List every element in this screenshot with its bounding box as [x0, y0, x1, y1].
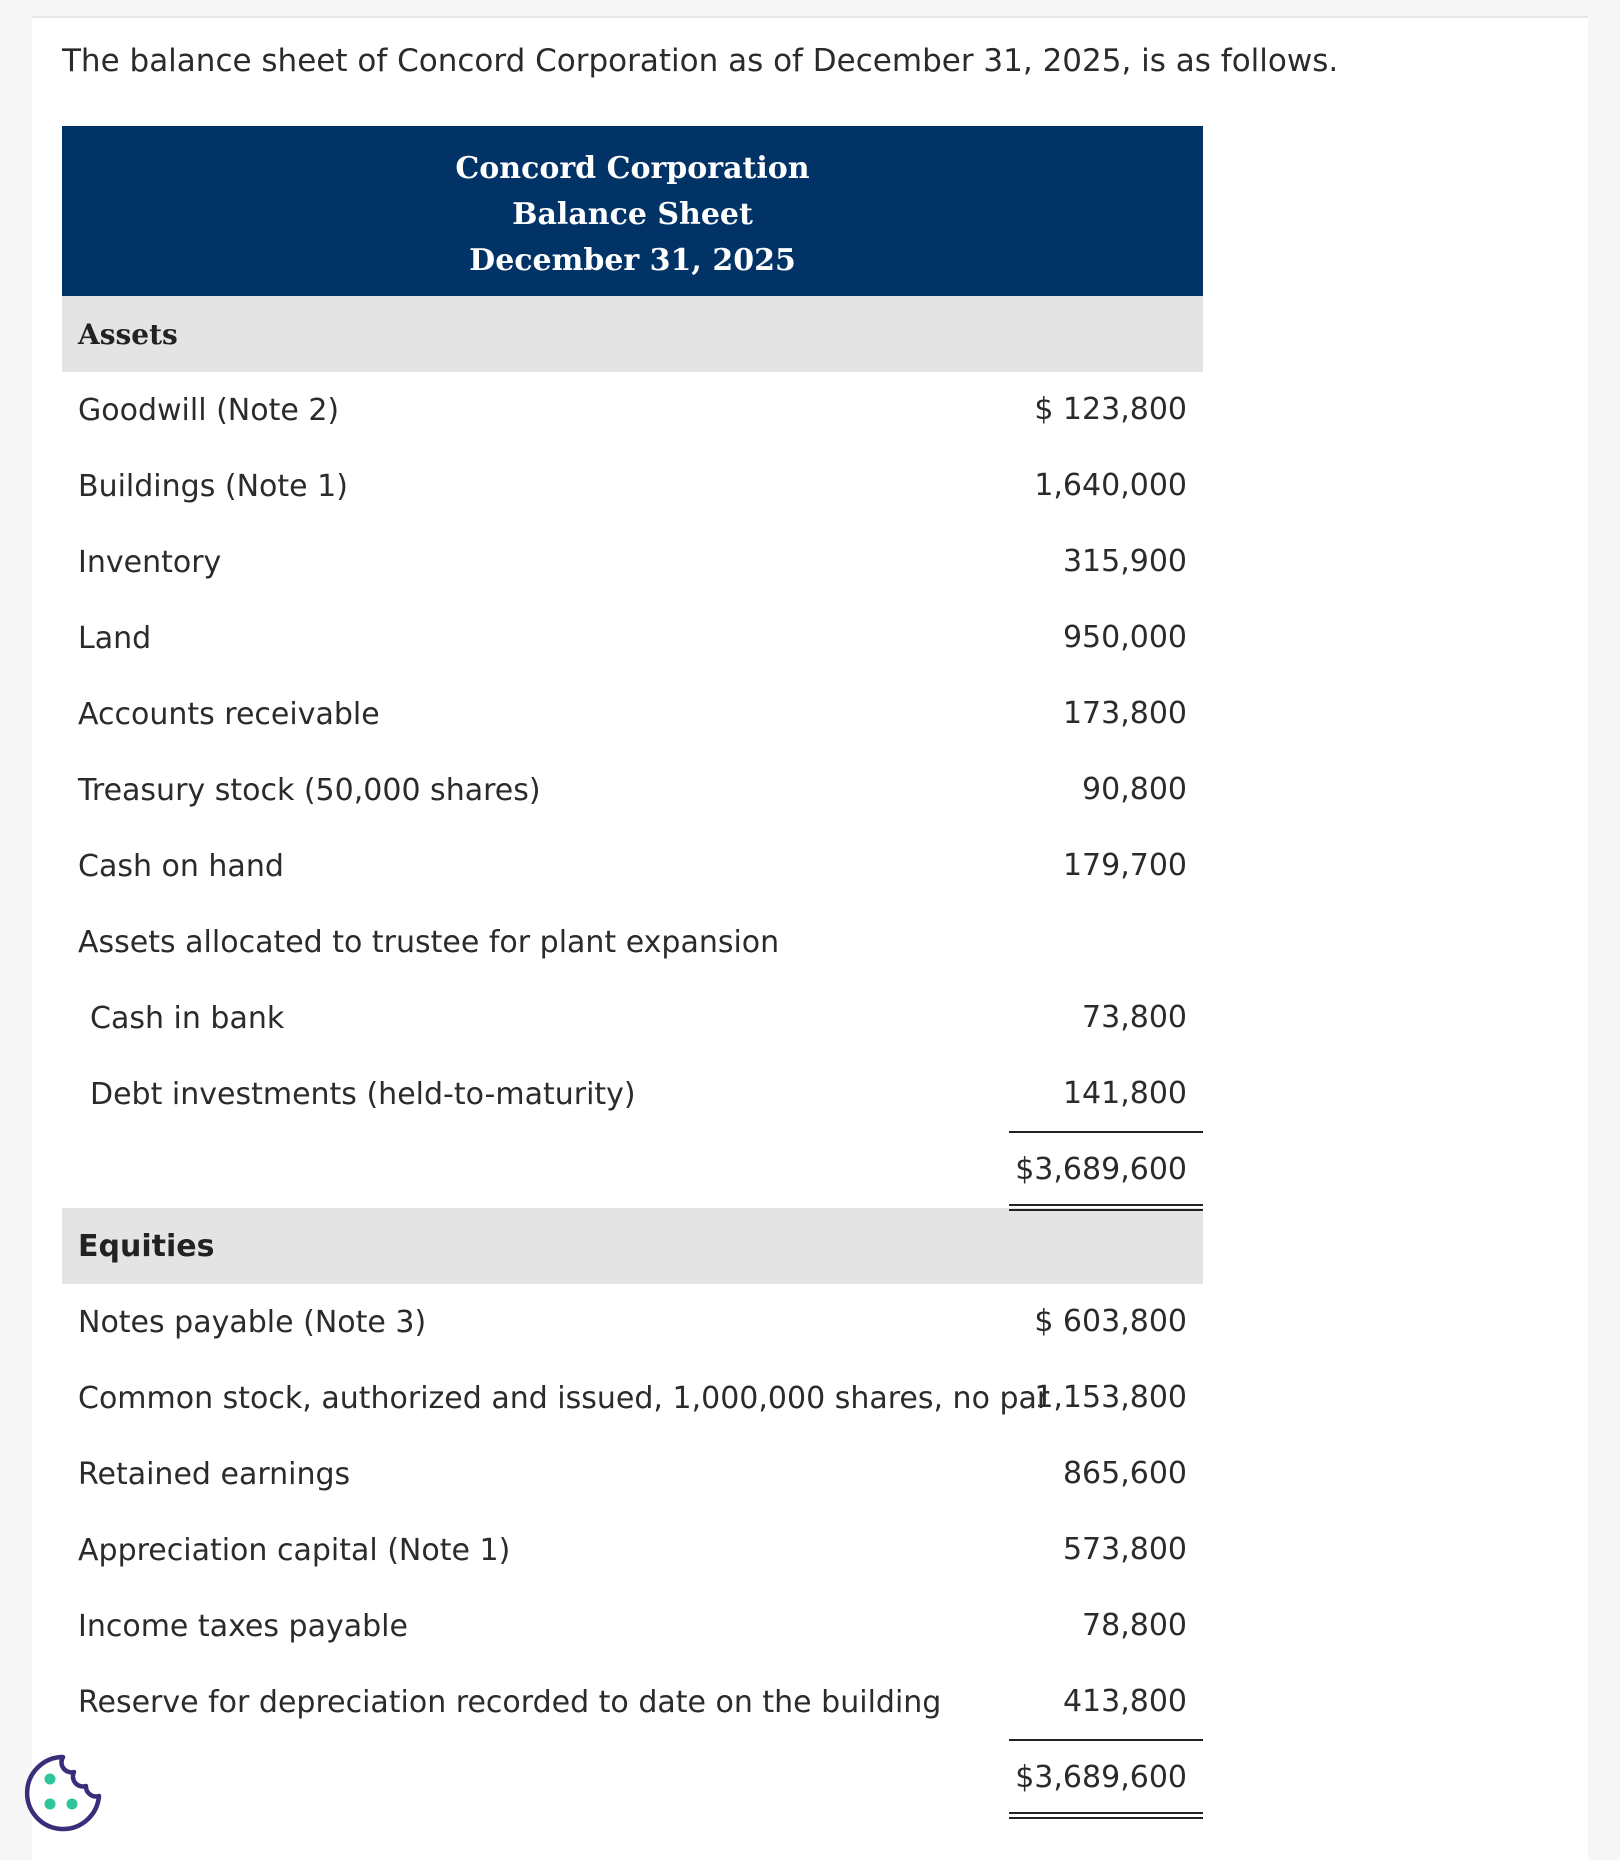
row-amount: 141,800 — [1062, 1076, 1187, 1111]
table-row — [62, 1436, 1203, 1512]
row-amount: 573,800 — [1062, 1532, 1187, 1567]
row-label: Cash on hand — [78, 848, 284, 884]
row-amount: 413,800 — [1062, 1684, 1187, 1719]
row-amount: 1,640,000 — [1034, 468, 1187, 503]
row-amount: 90,800 — [1082, 772, 1187, 807]
equities-heading: Equities — [62, 1208, 1203, 1284]
table-row — [62, 1588, 1203, 1664]
table-row — [62, 980, 1203, 1056]
row-amount: 73,800 — [1082, 1000, 1187, 1035]
table-row — [62, 524, 1203, 600]
table-row — [62, 1664, 1203, 1740]
row-label: Reserve for depreciation recorded to date on the building — [78, 1684, 942, 1720]
row-label: Notes payable (Note 3) — [78, 1304, 427, 1340]
row-amount: 865,600 — [1062, 1456, 1187, 1491]
table-row — [62, 600, 1203, 676]
assets-total: $3,689,600 — [1015, 1152, 1187, 1187]
statement-date: December 31, 2025 — [469, 243, 796, 278]
row-label: Debt investments (held-to-maturity) — [90, 1076, 636, 1112]
table-row — [62, 752, 1203, 828]
row-amount: 1,153,800 — [1034, 1380, 1187, 1415]
table-row — [62, 372, 1203, 448]
row-amount: 78,800 — [1082, 1608, 1187, 1643]
row-amount: 179,700 — [1062, 848, 1187, 883]
assets-total-row — [62, 1132, 1203, 1208]
balance-sheet-header — [62, 126, 1203, 296]
row-label: Land — [78, 620, 152, 656]
table-row — [62, 676, 1203, 752]
company-name: Concord Corporation — [455, 151, 810, 186]
table-row — [62, 1284, 1203, 1360]
cookie-settings-button[interactable] — [22, 1752, 104, 1834]
cookie-icon — [22, 1752, 104, 1834]
total-double-rule — [1009, 1812, 1203, 1819]
row-amount: $ 123,800 — [1034, 392, 1187, 427]
total-double-rule — [1009, 1204, 1203, 1211]
equities-total-row — [62, 1740, 1203, 1816]
balance-sheet-table — [62, 126, 1203, 1816]
content-panel — [32, 16, 1588, 1860]
row-label: Appreciation capital (Note 1) — [78, 1532, 511, 1568]
row-label: Buildings (Note 1) — [78, 468, 348, 504]
row-label: Retained earnings — [78, 1456, 351, 1492]
table-row — [62, 828, 1203, 904]
table-row — [62, 1512, 1203, 1588]
row-amount: 315,900 — [1062, 544, 1187, 579]
table-row — [62, 1056, 1203, 1132]
row-label: Goodwill (Note 2) — [78, 392, 340, 428]
table-row — [62, 448, 1203, 524]
row-amount: 173,800 — [1062, 696, 1187, 731]
row-label: Accounts receivable — [78, 696, 380, 732]
row-amount: $ 603,800 — [1034, 1304, 1187, 1339]
row-label: Cash in bank — [90, 1000, 285, 1036]
row-amount: 950,000 — [1062, 620, 1187, 655]
equities-total: $3,689,600 — [1015, 1760, 1187, 1795]
intro-text: The balance sheet of Concord Corporation as of December 31, 2025, is as follows. — [62, 43, 1339, 79]
row-label: Assets allocated to trustee for plant expansion — [78, 924, 780, 960]
table-row — [62, 904, 1203, 980]
row-label: Inventory — [78, 544, 222, 580]
row-label: Common stock, authorized and issued, 1,000,000 shares, no par — [78, 1380, 1050, 1416]
assets-heading: Assets — [62, 296, 1203, 372]
row-label: Treasury stock (50,000 shares) — [78, 772, 541, 808]
row-label: Income taxes payable — [78, 1608, 408, 1644]
table-row — [62, 1360, 1203, 1436]
statement-title: Balance Sheet — [512, 197, 753, 232]
